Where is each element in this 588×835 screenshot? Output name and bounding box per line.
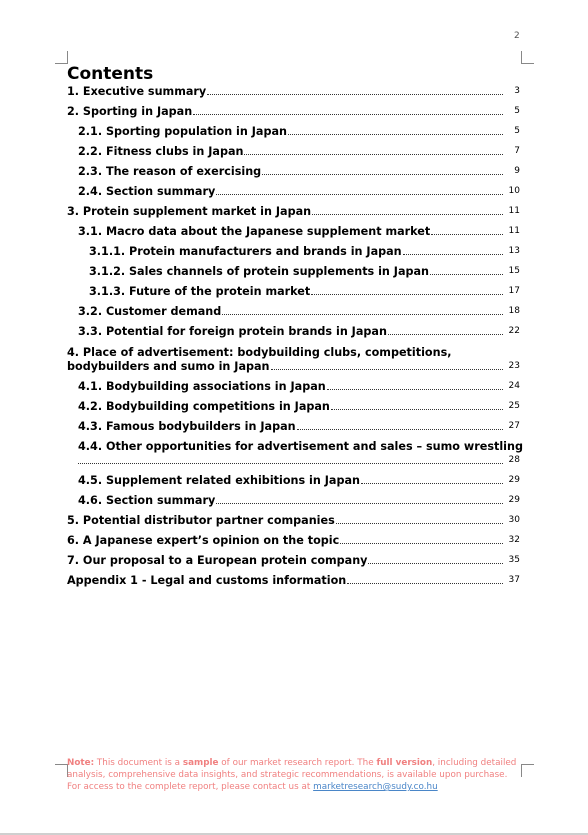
note-prefix: Note: xyxy=(67,758,95,768)
toc-entry-2-3[interactable] xyxy=(67,165,520,178)
toc-page: 22 xyxy=(508,326,520,336)
toc-label-line1: 4. Place of advertisement: bodybuilding clubs, competitions, xyxy=(67,346,452,359)
toc-page: 30 xyxy=(508,515,520,525)
toc-leader xyxy=(216,503,503,504)
email-link[interactable]: marketresearch@sudy.co.hu xyxy=(313,782,438,792)
toc-label: 3.1.2. Sales channels of protein supplements in Japan xyxy=(89,265,430,278)
toc-leader xyxy=(347,583,503,584)
note-text-3: , including detailed analysis, comprehensive data insights, and strategic recommendations, is available upon purchase. For access to the complete report, please contact us at xyxy=(67,758,517,792)
toc-leader xyxy=(297,429,503,430)
toc-page: 5 xyxy=(514,126,520,136)
toc-page: 9 xyxy=(514,166,520,176)
toc-label: 2. Sporting in Japan xyxy=(67,105,193,118)
toc-leader xyxy=(430,274,503,275)
toc-entry-3-1-1[interactable] xyxy=(67,245,520,258)
toc-leader xyxy=(361,483,503,484)
toc-label: 3. Protein supplement market in Japan xyxy=(67,205,312,218)
toc-entry-3-1-3[interactable] xyxy=(67,285,520,298)
toc-leader xyxy=(244,154,503,155)
toc-page: 11 xyxy=(508,206,520,216)
toc-leader xyxy=(331,409,503,410)
toc-entry-2-4[interactable] xyxy=(67,185,520,198)
toc-entry-4-6[interactable] xyxy=(67,494,520,507)
toc-leader xyxy=(216,194,503,195)
toc-entry-3-2[interactable] xyxy=(67,305,520,318)
toc-label: 4.1. Bodybuilding associations in Japan xyxy=(78,380,326,393)
toc-label: 3.1.1. Protein manufacturers and brands in Japan xyxy=(89,245,402,258)
toc-entry-5[interactable] xyxy=(67,514,520,527)
toc-entry-6[interactable] xyxy=(67,534,520,547)
toc-page: 5 xyxy=(514,106,520,116)
toc-page: 29 xyxy=(508,475,520,485)
toc-label-line1: 4.4. Other opportunities for advertisement and sales – sumo wrestling xyxy=(78,440,523,453)
toc-leader xyxy=(311,294,503,295)
toc-label: 4.6. Section summary xyxy=(78,494,216,507)
page-title: Contents xyxy=(67,64,154,84)
toc-leader xyxy=(327,389,503,390)
note-full-version: full version xyxy=(376,758,433,768)
toc-leader xyxy=(388,334,503,335)
toc-label: 7. Our proposal to a European protein company xyxy=(67,554,368,567)
toc-page: 27 xyxy=(508,421,520,431)
toc-label: 2.1. Sporting population in Japan xyxy=(78,125,287,138)
toc-page: 32 xyxy=(508,535,520,545)
note-sample: sample xyxy=(182,758,219,768)
toc-leader xyxy=(193,114,503,115)
toc-label-line2: bodybuilders and sumo in Japan xyxy=(67,360,270,373)
toc-label: 3.2. Customer demand xyxy=(78,305,222,318)
table-of-contents xyxy=(67,85,523,587)
toc-label: 3.1.3. Future of the protein market xyxy=(89,285,311,298)
toc-leader xyxy=(271,369,503,370)
toc-leader xyxy=(431,234,503,235)
toc-label: 4.5. Supplement related exhibitions in Japan xyxy=(78,474,360,487)
toc-page: 11 xyxy=(508,226,520,236)
toc-leader xyxy=(340,543,503,544)
toc-entry-4-2[interactable] xyxy=(67,400,520,413)
sample-notice xyxy=(67,757,517,793)
toc-label: 1. Executive summary xyxy=(67,85,207,98)
toc-entry-7[interactable] xyxy=(67,554,520,567)
toc-entry-4-4[interactable] xyxy=(67,440,523,467)
toc-label: 2.2. Fitness clubs in Japan xyxy=(78,145,244,158)
note-text-1: This document is a xyxy=(94,758,183,768)
toc-page: 18 xyxy=(508,306,520,316)
toc-entry-2[interactable] xyxy=(67,105,520,118)
toc-page: 3 xyxy=(514,86,520,96)
toc-entry-3[interactable] xyxy=(67,205,520,218)
note-text-2: of our market research report. The xyxy=(218,758,377,768)
toc-leader xyxy=(222,314,503,315)
toc-leader xyxy=(368,563,503,564)
toc-page: 35 xyxy=(508,555,520,565)
toc-entry-1[interactable] xyxy=(67,85,520,98)
toc-leader xyxy=(403,254,503,255)
toc-page: 7 xyxy=(514,146,520,156)
page-number: 2 xyxy=(514,31,520,41)
toc-leader xyxy=(312,214,503,215)
toc-label: 2.3. The reason of exercising xyxy=(78,165,262,178)
toc-page: 37 xyxy=(508,575,520,585)
toc-label: 4.3. Famous bodybuilders in Japan xyxy=(78,420,296,433)
toc-label: 5. Potential distributor partner companies xyxy=(67,514,335,527)
toc-entry-4-5[interactable] xyxy=(67,474,520,487)
toc-label: 6. A Japanese expert’s opinion on the topic xyxy=(67,534,340,547)
toc-page: 10 xyxy=(508,186,520,196)
toc-page: 24 xyxy=(508,381,520,391)
toc-page: 23 xyxy=(508,361,520,371)
toc-leader xyxy=(288,134,503,135)
toc-entry-4[interactable] xyxy=(67,346,520,373)
toc-page: 28 xyxy=(508,455,520,465)
toc-entry-4-1[interactable] xyxy=(67,380,520,393)
toc-page: 25 xyxy=(508,401,520,411)
toc-page: 13 xyxy=(508,246,520,256)
toc-entry-3-3[interactable] xyxy=(67,325,520,338)
crop-mark-top-left xyxy=(55,51,68,64)
toc-leader xyxy=(207,94,503,95)
toc-page: 17 xyxy=(508,286,520,296)
toc-entry-2-2[interactable] xyxy=(67,145,520,158)
toc-page: 29 xyxy=(508,495,520,505)
toc-label: 3.3. Potential for foreign protein brands in Japan xyxy=(78,325,387,338)
crop-mark-top-right xyxy=(521,51,534,64)
toc-entry-2-1[interactable] xyxy=(67,125,520,138)
toc-leader xyxy=(78,463,503,464)
toc-entry-4-3[interactable] xyxy=(67,420,520,433)
toc-label: Appendix 1 - Legal and customs information xyxy=(67,574,347,587)
toc-page: 15 xyxy=(508,266,520,276)
toc-label: 4.2. Bodybuilding competitions in Japan xyxy=(78,400,330,413)
toc-label: 3.1. Macro data about the Japanese supplement market xyxy=(78,225,431,238)
toc-leader xyxy=(262,174,503,175)
toc-entry-3-1-2[interactable] xyxy=(67,265,520,278)
toc-leader xyxy=(336,523,503,524)
toc-entry-appendix-1[interactable] xyxy=(67,574,520,587)
toc-entry-3-1[interactable] xyxy=(67,225,520,238)
crop-mark-bottom-right xyxy=(521,764,534,777)
toc-label: 2.4. Section summary xyxy=(78,185,216,198)
